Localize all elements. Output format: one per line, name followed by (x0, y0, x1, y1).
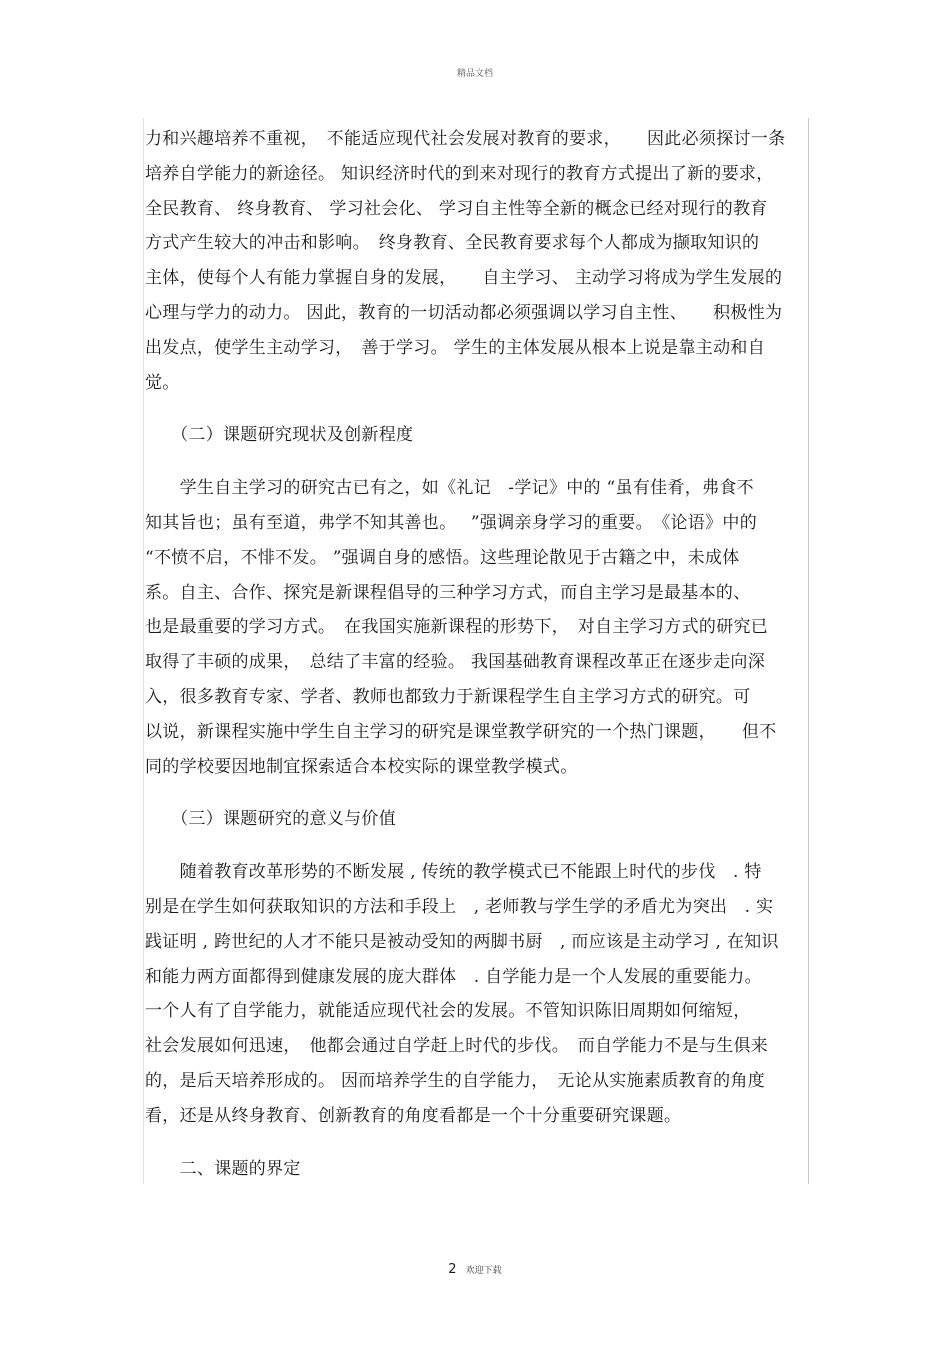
text-line: 也是最重要的学习方式。 在我国实施新课程的形势下， 对自主学习方式的研究已 (145, 617, 769, 638)
text-line: 的，是后天培养形成的。 因而培养学生的自学能力， 无论从实施素质教育的角度 (145, 1070, 766, 1091)
section-heading-3: （三）课题研究的意义与价值 (145, 809, 396, 830)
text-line: 入，很多教育专家、学者、教师也都致力于新课程学生自主学习方式的研究。可 (145, 686, 751, 707)
section-heading-4: 二、课题的界定 (145, 1158, 301, 1179)
text-line: 别是在学生如何获取知识的方法和手段上 , 老师教与学生学的矛盾尤为突出 . 实 (145, 896, 774, 917)
text-line: 看，还是从终身教育、创新教育的角度看都是一个十分重要研究课题。 (145, 1105, 682, 1126)
text-line: 学生自主学习的研究古已有之，如《礼记 -学记》中的 “虽有佳肴，弗食不 (145, 478, 754, 499)
paragraph-1 (145, 122, 805, 400)
text-line: 一个人有了自学能力，就能适应现代社会的发展。不管知识陈旧周期如何缩短， (145, 1001, 751, 1022)
text-line: 出发点，使学生主动学习， 善于学习。 学生的主体发展从根本上说是靠主动和自 (145, 337, 766, 358)
page-number: 2 (448, 1262, 457, 1277)
text-line: 取得了丰硕的成果， 总结了丰富的经验。 我国基础教育课程改革正在逐步走向深 (145, 652, 766, 673)
text-line: 方式产生较大的冲击和影响。 终身教育、全民教育要求每个人都成为撷取知识的 (145, 233, 760, 254)
text-line: 力和兴趣培养不重视， 不能适应现代社会发展对教育的要求， 因此必须探讨一条 (145, 129, 786, 149)
text-line: 随着教育改革形势的不断发展 , 传统的教学模式已不能跟上时代的步伐 . 特 (145, 862, 762, 883)
footer-label: 欢迎下载 (465, 1266, 502, 1276)
text-line: 全民教育、 终身教育、 学习社会化、 学习自主性等全新的概念已经对现行的教育 (145, 198, 768, 219)
text-line: 培养自学能力的新途径。 知识经济时代的到来对现行的教育方式提出了新的要求， (145, 163, 774, 184)
text-line: 和能力两方面都得到健康发展的庞大群体 . 自学能力是一个人发展的重要能力。 (145, 966, 762, 987)
text-line: 践证明 , 跨世纪的人才不能只是被动受知的两脚书厨 , 而应该是主动学习 , 在知识 (145, 931, 779, 952)
text-line: “不愤不启，不悱不发。 ”强调自身的感悟。这些理论散见于古籍之中，未成体 (145, 547, 740, 568)
document-body (145, 122, 805, 1186)
page-footer (0, 1258, 950, 1277)
text-line: 心理与学力的动力。 因此，教育的一切活动都必须强调以学习自主性、 积极性为 (145, 302, 783, 323)
text-line: 同的学校要因地制宜探索适合本校实际的课堂教学模式。 (145, 756, 578, 777)
text-line: 社会发展如何迅速， 他都会通过自学赶上时代的步伐。 而自学能力不是与生俱来 (145, 1036, 769, 1057)
section-heading-2: （二）课题研究现状及创新程度 (145, 425, 414, 446)
text-line: 觉。 (145, 372, 180, 393)
paragraph-3 (145, 855, 805, 1133)
text-line: 系。自主、合作、探究是新课程倡导的三种学习方式，而自主学习是最基本的、 (145, 582, 751, 603)
paragraph-2 (145, 471, 805, 784)
page-header: 精品文档 (456, 69, 493, 79)
text-line: 知其旨也；虽有至道，弗学不知其善也。 ”强调亲身学习的重要。 《论语》中的 (145, 512, 757, 533)
text-line: 以说，新课程实施中学生自主学习的研究是课堂教学研究的一个热门课题， 但不 (145, 721, 777, 742)
text-line: 主体，使每个人有能力掌握自身的发展， 自主学习、 主动学习将成为学生发展的 (145, 268, 783, 289)
